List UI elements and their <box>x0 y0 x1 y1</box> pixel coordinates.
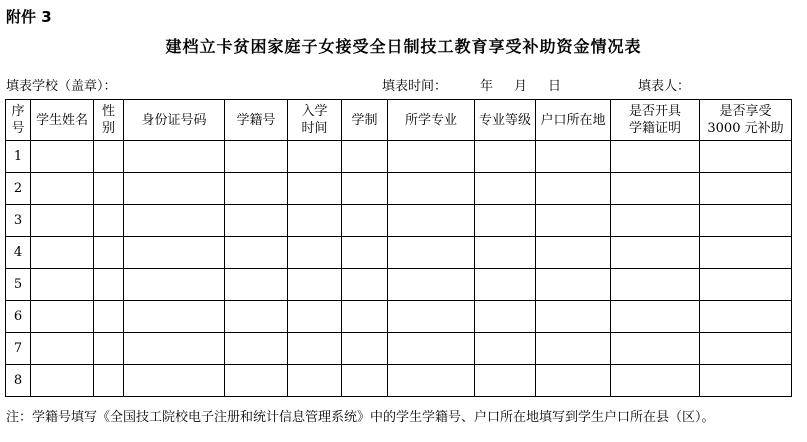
cell-col-enroll-time[interactable] <box>288 173 342 205</box>
header-text: 专业等级 <box>478 112 531 128</box>
form-title: 建档立卡贫困家庭子女接受全日制技工教育享受补助资金情况表 <box>165 37 642 56</box>
header-text: 学籍号 <box>236 112 276 128</box>
cell-col-student-name[interactable] <box>31 173 94 205</box>
year-label: 年 <box>480 79 494 94</box>
cell-col-subsidy[interactable] <box>700 237 792 269</box>
cell-col-school-system[interactable] <box>342 141 388 173</box>
cell-col-school-system[interactable] <box>342 237 388 269</box>
header-col-student-name <box>31 100 94 141</box>
cell-col-school-system[interactable] <box>342 173 388 205</box>
header-text: 学制 <box>351 112 378 128</box>
cell-col-enrollment-proof[interactable] <box>611 173 700 205</box>
header-text: 是否开具 <box>628 104 681 119</box>
header-col-gender <box>94 100 124 141</box>
cell-col-subsidy[interactable] <box>700 269 792 301</box>
cell-col-enrollment-proof[interactable] <box>611 237 700 269</box>
day-label: 日 <box>548 79 562 94</box>
header-text: 是否享受 <box>719 104 772 119</box>
cell-col-gender[interactable] <box>94 333 124 365</box>
cell-col-gender[interactable] <box>94 173 124 205</box>
cell-col-enroll-time[interactable] <box>288 269 342 301</box>
row-number: 8 <box>6 365 31 397</box>
header-text: 性 <box>101 104 115 119</box>
table-row <box>6 301 792 333</box>
header-col-student-no <box>225 100 288 141</box>
header-text: 时间 <box>301 121 328 136</box>
cell-col-student-no[interactable] <box>225 141 288 173</box>
cell-col-household[interactable] <box>536 205 611 237</box>
row-number: 2 <box>6 173 31 205</box>
cell-col-subsidy[interactable] <box>700 333 792 365</box>
cell-col-major-level[interactable] <box>475 301 536 333</box>
cell-col-enrollment-proof[interactable] <box>611 365 700 397</box>
header-text: 身份证号码 <box>141 112 207 128</box>
header-col-major <box>388 100 475 141</box>
cell-col-id-number[interactable] <box>124 237 225 269</box>
cell-col-enrollment-proof[interactable] <box>611 141 700 173</box>
header-col-enroll-time <box>288 100 342 141</box>
cell-col-subsidy[interactable] <box>700 301 792 333</box>
cell-col-household[interactable] <box>536 365 611 397</box>
cell-col-enrollment-proof[interactable] <box>611 269 700 301</box>
row-number: 4 <box>6 237 31 269</box>
cell-col-id-number[interactable] <box>124 365 225 397</box>
cell-col-major[interactable] <box>388 173 475 205</box>
cell-col-enrollment-proof[interactable] <box>611 205 700 237</box>
cell-col-student-no[interactable] <box>225 173 288 205</box>
header-text: 学籍证明 <box>628 121 681 136</box>
cell-col-subsidy[interactable] <box>700 205 792 237</box>
cell-col-major[interactable] <box>388 269 475 301</box>
attachment-label: 附件 3 <box>6 8 52 26</box>
row-number: 1 <box>6 141 31 173</box>
cell-col-gender[interactable] <box>94 141 124 173</box>
cell-col-student-name[interactable] <box>31 269 94 301</box>
cell-col-gender[interactable] <box>94 301 124 333</box>
cell-col-major[interactable] <box>388 333 475 365</box>
cell-col-student-name[interactable] <box>31 141 94 173</box>
cell-col-household[interactable] <box>536 141 611 173</box>
cell-col-major-level[interactable] <box>475 205 536 237</box>
cell-col-household[interactable] <box>536 173 611 205</box>
cell-col-major-level[interactable] <box>475 173 536 205</box>
cell-col-enroll-time[interactable] <box>288 301 342 333</box>
cell-col-enrollment-proof[interactable] <box>611 301 700 333</box>
table-note: 注：学籍号填写《全国技工院校电子注册和统计信息管理系统》中的学生学籍号、户口所在地填写到学生户口所在县（区）。 <box>6 410 715 425</box>
cell-col-student-name[interactable] <box>31 333 94 365</box>
cell-col-id-number[interactable] <box>124 301 225 333</box>
cell-col-student-no[interactable] <box>225 333 288 365</box>
row-number: 3 <box>6 205 31 237</box>
subsidy-table <box>5 99 792 397</box>
cell-col-major[interactable] <box>388 301 475 333</box>
cell-col-student-no[interactable] <box>225 237 288 269</box>
cell-col-id-number[interactable] <box>124 333 225 365</box>
cell-col-major-level[interactable] <box>475 237 536 269</box>
header-text: 序 <box>11 104 25 119</box>
header-text: 3000 元补助 <box>707 121 784 136</box>
school-field-label: 填表学校（盖章）： <box>6 79 117 94</box>
cell-col-enrollment-proof[interactable] <box>611 333 700 365</box>
cell-col-school-system[interactable] <box>342 333 388 365</box>
cell-col-household[interactable] <box>536 269 611 301</box>
table-row <box>6 333 792 365</box>
header-text: 别 <box>101 121 115 136</box>
header-text: 学生姓名 <box>35 112 88 128</box>
cell-col-id-number[interactable] <box>124 269 225 301</box>
cell-col-major[interactable] <box>388 365 475 397</box>
cell-col-enroll-time[interactable] <box>288 205 342 237</box>
filler-label: 填表人： <box>638 79 691 94</box>
row-number: 5 <box>6 269 31 301</box>
table-row <box>6 365 792 397</box>
cell-col-school-system[interactable] <box>342 269 388 301</box>
cell-col-id-number[interactable] <box>124 141 225 173</box>
cell-col-enroll-time[interactable] <box>288 141 342 173</box>
table-row <box>6 205 792 237</box>
cell-col-subsidy[interactable] <box>700 141 792 173</box>
month-label: 月 <box>514 79 528 94</box>
header-text: 所学专业 <box>404 112 457 128</box>
header-text: 号 <box>11 121 25 136</box>
cell-col-school-system[interactable] <box>342 301 388 333</box>
header-col-enrollment-proof <box>611 100 700 141</box>
row-number: 6 <box>6 301 31 333</box>
cell-col-major[interactable] <box>388 237 475 269</box>
cell-col-student-name[interactable] <box>31 301 94 333</box>
cell-col-subsidy[interactable] <box>700 173 792 205</box>
cell-col-major-level[interactable] <box>475 333 536 365</box>
cell-col-major-level[interactable] <box>475 269 536 301</box>
cell-col-student-name[interactable] <box>31 205 94 237</box>
cell-col-id-number[interactable] <box>124 173 225 205</box>
cell-col-major-level[interactable] <box>475 141 536 173</box>
cell-col-major[interactable] <box>388 205 475 237</box>
cell-col-student-no[interactable] <box>225 269 288 301</box>
table-row <box>6 141 792 173</box>
cell-col-gender[interactable] <box>94 365 124 397</box>
header-text: 入学 <box>301 104 328 119</box>
cell-col-student-name[interactable] <box>31 237 94 269</box>
table-header-row <box>6 100 792 141</box>
cell-col-subsidy[interactable] <box>700 365 792 397</box>
header-col-subsidy <box>700 100 792 141</box>
cell-col-gender[interactable] <box>94 237 124 269</box>
cell-col-school-system[interactable] <box>342 205 388 237</box>
cell-col-gender[interactable] <box>94 205 124 237</box>
cell-col-enroll-time[interactable] <box>288 237 342 269</box>
cell-col-enroll-time[interactable] <box>288 333 342 365</box>
cell-col-household[interactable] <box>536 333 611 365</box>
cell-col-student-no[interactable] <box>225 365 288 397</box>
cell-col-household[interactable] <box>536 237 611 269</box>
cell-col-student-no[interactable] <box>225 301 288 333</box>
cell-col-school-system[interactable] <box>342 365 388 397</box>
cell-col-gender[interactable] <box>94 269 124 301</box>
cell-col-major-level[interactable] <box>475 365 536 397</box>
cell-col-student-no[interactable] <box>225 205 288 237</box>
fill-time-label: 填表时间： <box>382 79 448 94</box>
cell-col-major[interactable] <box>388 141 475 173</box>
cell-col-enroll-time[interactable] <box>288 365 342 397</box>
cell-col-id-number[interactable] <box>124 205 225 237</box>
header-col-school-system <box>342 100 388 141</box>
header-col-household <box>536 100 611 141</box>
header-col-id-number <box>124 100 225 141</box>
cell-col-student-name[interactable] <box>31 365 94 397</box>
header-col-index <box>6 100 31 141</box>
table-row <box>6 173 792 205</box>
cell-col-household[interactable] <box>536 301 611 333</box>
table-row <box>6 269 792 301</box>
row-number: 7 <box>6 333 31 365</box>
header-text: 户口所在地 <box>540 112 606 128</box>
table-row <box>6 237 792 269</box>
header-col-major-level <box>475 100 536 141</box>
